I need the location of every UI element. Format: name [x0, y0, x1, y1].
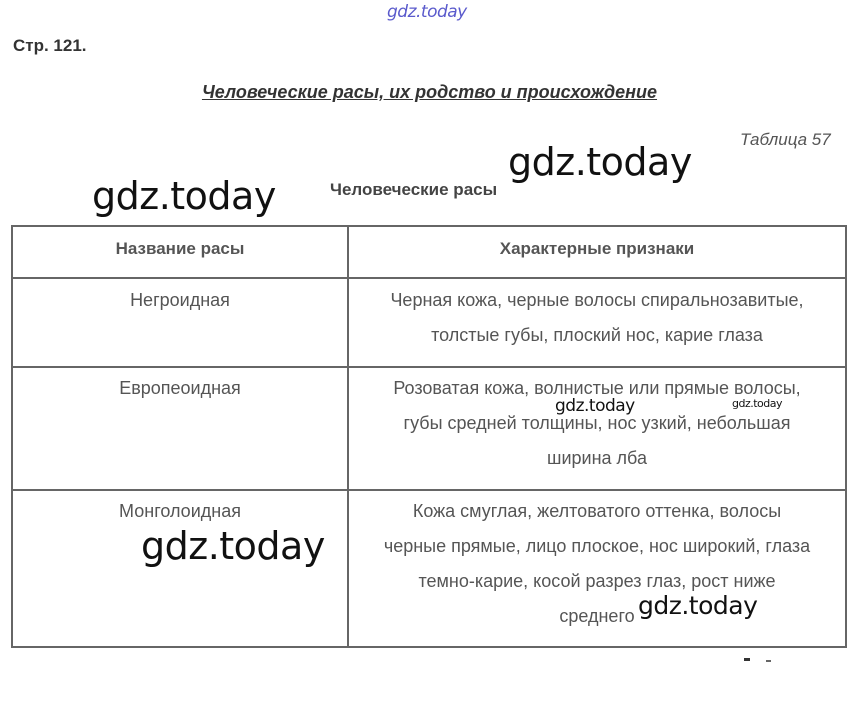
traits-line: черные прямые, лицо плоское, нос широкий, глаза — [383, 536, 811, 556]
stray-mark — [744, 658, 750, 661]
table-header-divider — [11, 277, 847, 279]
table-row-race-name: Монголоидная — [119, 501, 241, 521]
table-row-traits — [349, 283, 845, 353]
table-row-divider — [11, 366, 847, 368]
traits-line: Розоватая кожа, волнистые или прямые волосы, — [393, 378, 801, 398]
watermark: gdz.today — [555, 396, 635, 416]
traits-line: среднего — [559, 606, 635, 626]
watermark: gdz.today — [141, 524, 325, 568]
watermark: gdz.today — [732, 397, 783, 410]
table-caption: Человеческие расы — [330, 180, 498, 199]
table-row-divider — [11, 489, 847, 491]
traits-line: темно-карие, косой разрез глаз, рост ниже — [418, 571, 776, 591]
watermark: gdz.today — [387, 2, 467, 22]
table-row-race-name: Европеоидная — [119, 378, 241, 398]
watermark: gdz.today — [92, 174, 276, 218]
watermark: gdz.today — [508, 140, 692, 184]
traits-line: губы средней толщины, нос узкий, небольшая — [403, 413, 791, 433]
stray-mark — [766, 660, 771, 662]
table-border-bottom — [11, 646, 847, 648]
table-row-race-name: Негроидная — [130, 290, 230, 310]
page-number: Стр. 121. — [13, 36, 87, 55]
traits-line: Черная кожа, черные волосы спиральнозавитые, — [390, 290, 804, 310]
traits-line: Кожа смуглая, желтоватого оттенка, волосы — [412, 501, 782, 521]
table-border-top — [11, 225, 847, 227]
table-reference: Таблица 57 — [740, 130, 831, 149]
document-title: Человеческие расы, их родство и происхождение — [201, 82, 658, 102]
watermark: gdz.today — [638, 591, 758, 620]
traits-line: ширина лба — [547, 448, 647, 468]
table-row-traits — [349, 371, 845, 476]
traits-line: толстые губы, плоский нос, карие глаза — [431, 325, 763, 345]
header-race-name: Название расы — [115, 239, 245, 258]
table-border-right — [845, 225, 847, 648]
header-traits: Характерные признаки — [499, 239, 695, 258]
table-row-traits — [349, 494, 845, 634]
